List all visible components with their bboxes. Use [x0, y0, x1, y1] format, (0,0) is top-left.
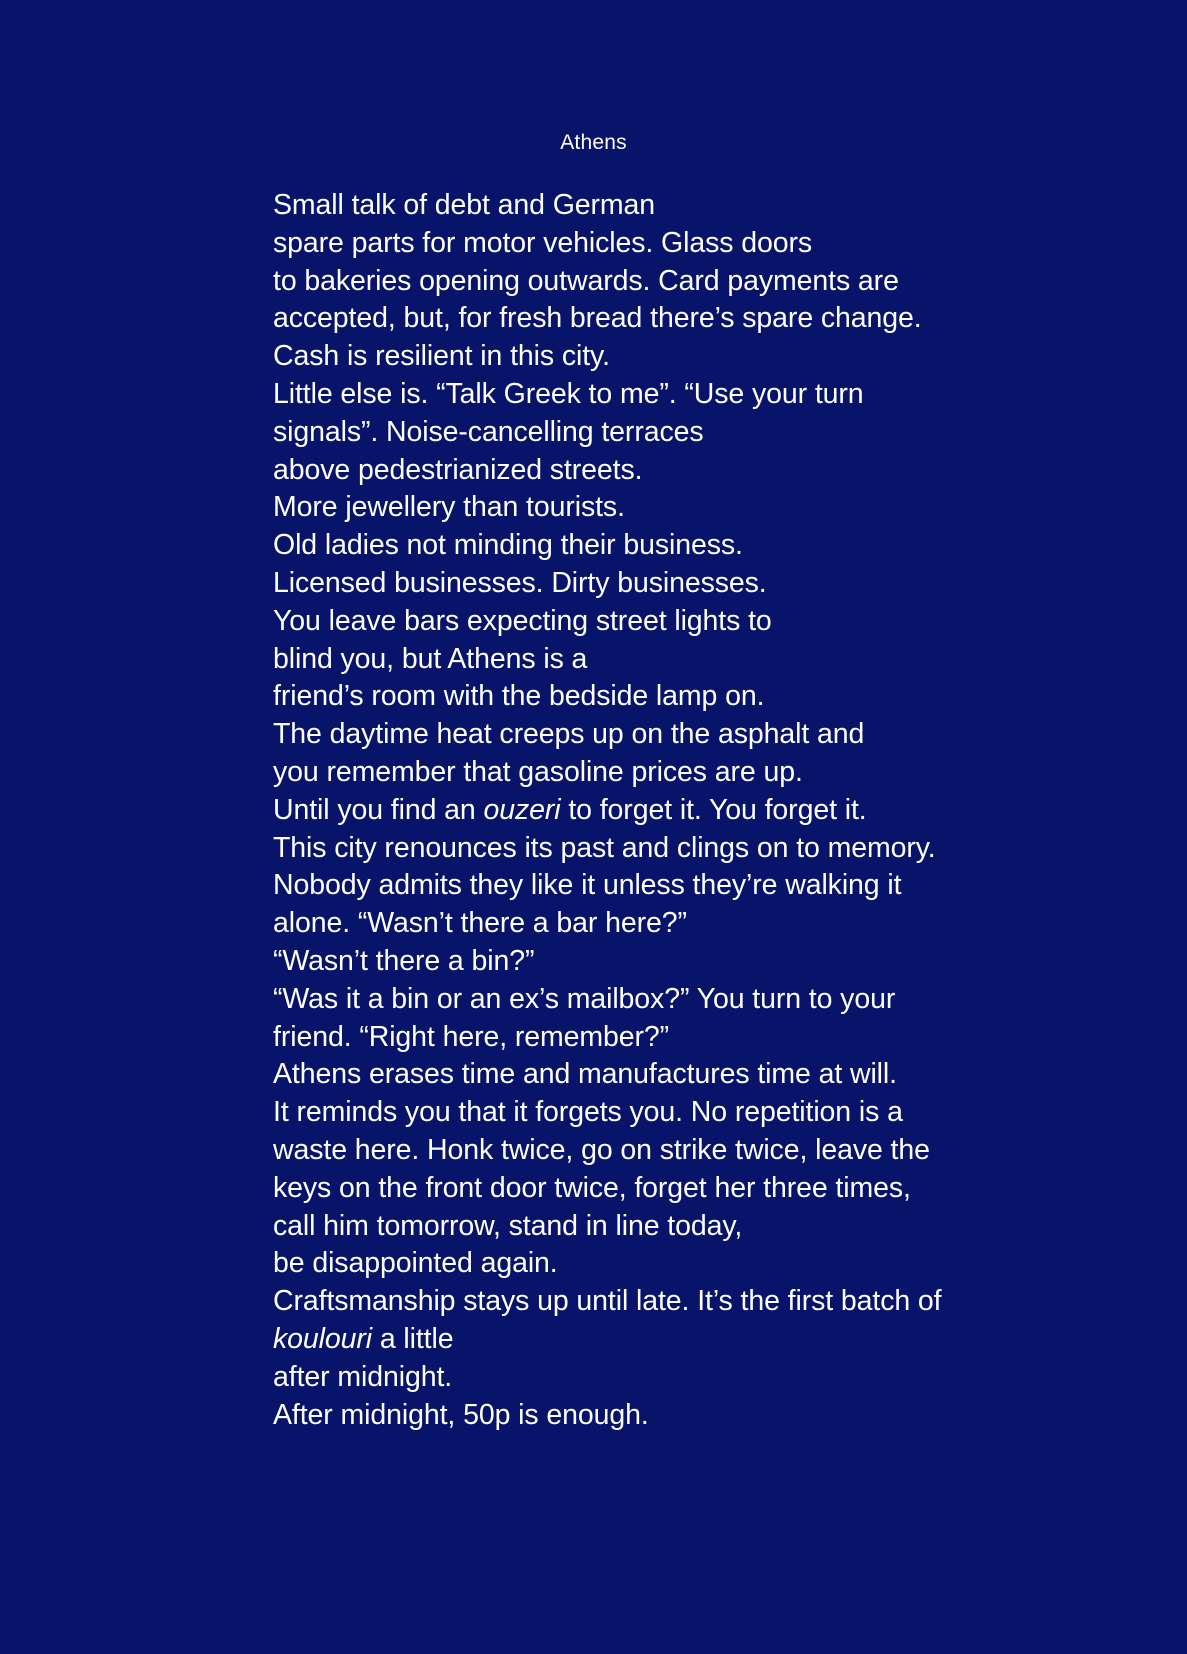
poem-line: “Wasn’t there a bin?”: [273, 944, 535, 977]
poem-line: Small talk of debt and German: [273, 189, 656, 221]
poem-title: Athens: [560, 131, 627, 154]
poem-line: above pedestrianized streets.: [273, 453, 643, 486]
poem-line: After midnight, 50p is enough.: [273, 1398, 649, 1431]
poem-line: accepted, but, for fresh bread there’s spare change.: [273, 302, 922, 335]
poem-line: “Was it a bin or an ex’s mailbox?” You turn to your: [273, 982, 896, 1015]
poem-line: friend’s room with the bedside lamp on.: [273, 680, 765, 713]
poem-line: to bakeries opening outwards. Card payments are: [273, 264, 899, 297]
poem-line: [273, 792, 1153, 830]
poem-line: The daytime heat creeps up on the asphalt and: [273, 718, 865, 751]
poem-line: You leave bars expecting street lights to: [273, 604, 772, 637]
poem-line: signals”. Noise-cancelling terraces: [273, 415, 704, 448]
poem-line: waste here. Honk twice, go on strike twice, leave the: [273, 1133, 930, 1166]
poem-line: [273, 1321, 1153, 1359]
line-text: a little: [372, 1322, 454, 1355]
poem-line: Old ladies not minding their business.: [273, 529, 743, 562]
poem-body: [273, 187, 1153, 1434]
poem-line: spare parts for motor vehicles. Glass doors: [273, 226, 812, 259]
line-text: Until you find an: [273, 793, 484, 826]
poem-line: This city renounces its past and clings on to memory.: [273, 831, 936, 864]
poem-line: Little else is. “Talk Greek to me”. “Use your turn: [273, 377, 864, 410]
italic-word: koulouri: [273, 1322, 373, 1355]
poem-line: blind you, but Athens is a: [273, 642, 588, 675]
poem-line: Craftsmanship stays up until late. It’s the first batch of: [273, 1285, 942, 1318]
poem-line: It reminds you that it forgets you. No repetition is a: [273, 1096, 903, 1129]
poem-line: Licensed businesses. Dirty businesses.: [273, 566, 767, 599]
poem-line: call him tomorrow, stand in line today,: [273, 1209, 743, 1242]
line-text: to forget it. You forget it.: [560, 793, 867, 826]
poem-line: you remember that gasoline prices are up.: [273, 755, 803, 788]
italic-word: ouzeri: [483, 793, 561, 826]
poem-line: Cash is resilient in this city.: [273, 340, 610, 373]
poem-line: Athens erases time and manufactures time at will.: [273, 1058, 897, 1091]
poem-line: alone. “Wasn’t there a bar here?”: [273, 907, 687, 940]
poem-line: More jewellery than tourists.: [273, 491, 625, 524]
poem-line: be disappointed again.: [273, 1247, 558, 1280]
poem-line: friend. “Right here, remember?”: [273, 1020, 670, 1053]
poem-line: after midnight.: [273, 1360, 453, 1393]
poem-line: Nobody admits they like it unless they’re walking it: [273, 869, 902, 902]
poem-line: keys on the front door twice, forget her three times,: [273, 1171, 911, 1204]
